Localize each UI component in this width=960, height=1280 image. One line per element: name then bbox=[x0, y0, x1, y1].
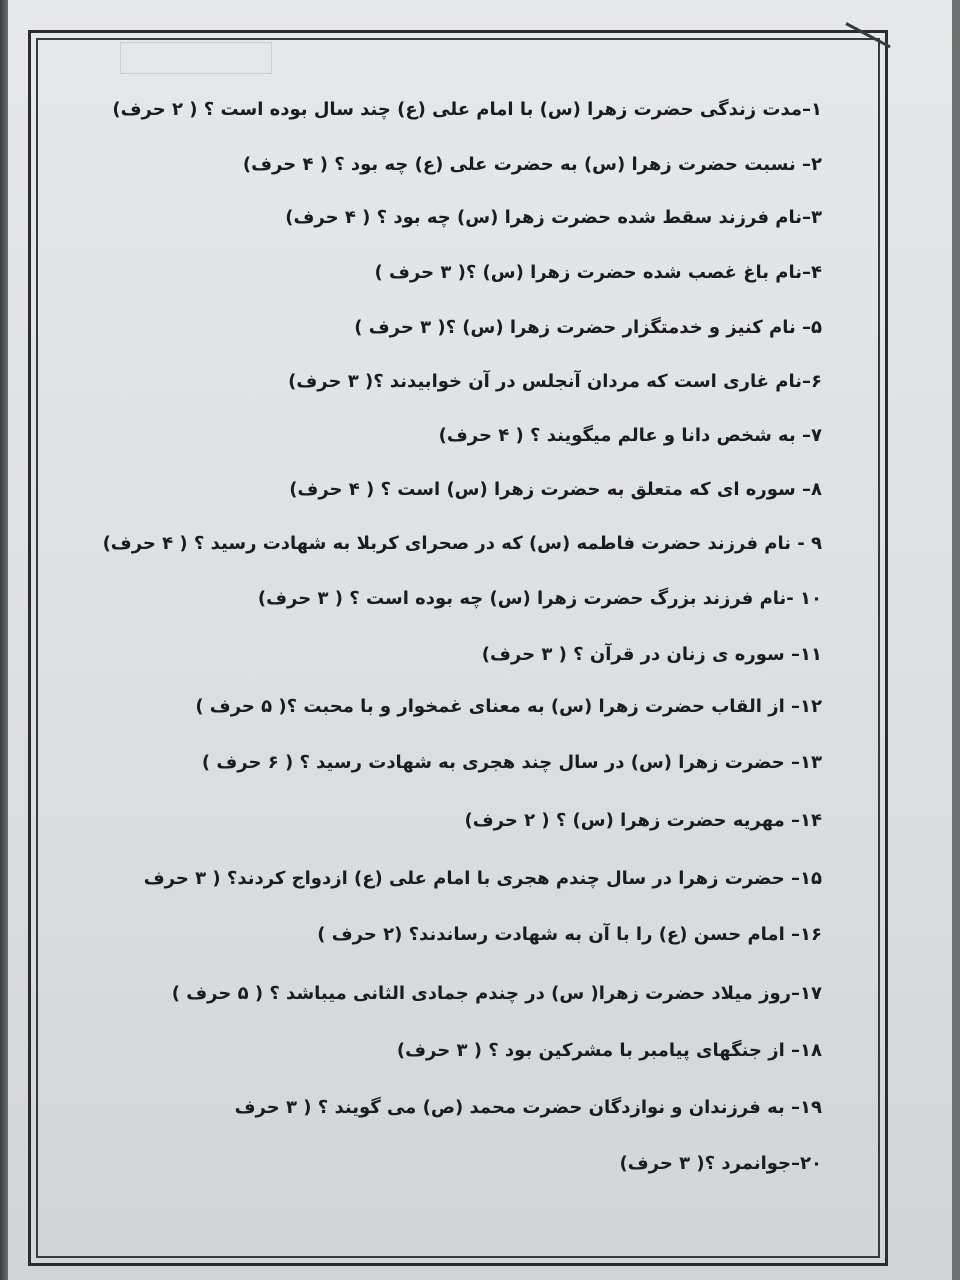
question-15: ۱۵– حضرت زهرا در سال چندم هجری با امام علی (ع) ازدواج کردند؟ ( ۳ حرف bbox=[143, 868, 822, 889]
question-2: ۲– نسبت حضرت زهرا (س) به حضرت علی (ع) چه بود ؟ ( ۴ حرف) bbox=[242, 154, 822, 175]
question-8: ۸– سوره ای که متعلق به حضرت زهرا (س) است ؟ ( ۴ حرف) bbox=[289, 479, 822, 500]
question-13: ۱۳– حضرت زهرا (س) در سال چند هجری به شهادت رسید ؟ ( ۶ حرف ) bbox=[201, 752, 822, 773]
question-4: ۴–نام باغ غصب شده حضرت زهرا (س) ؟( ۳ حرف ) bbox=[374, 262, 822, 283]
question-19: ۱۹– به فرزندان و نوازدگان حضرت محمد (ص) می گویند ؟ ( ۳ حرف bbox=[234, 1097, 822, 1118]
question-11: ۱۱– سوره ی زنان در قرآن ؟ ( ۳ حرف) bbox=[481, 644, 822, 665]
question-16: ۱۶– امام حسن (ع) را با آن به شهادت رساندند؟ (۲ حرف ) bbox=[317, 924, 822, 945]
question-1: ۱–مدت زندگی حضرت زهرا (س) با امام علی (ع) چند سال بوده است ؟ ( ۲ حرف) bbox=[112, 99, 822, 120]
question-20: ۲۰–جوانمرد ؟( ۳ حرف) bbox=[619, 1153, 822, 1174]
question-17: ۱۷–روز میلاد حضرت زهرا( س) در چندم جمادی الثانی میباشد ؟ ( ۵ حرف ) bbox=[171, 983, 822, 1004]
question-9: ۹ - نام فرزند حضرت فاطمه (س) که در صحرای کربلا به شهادت رسید ؟ ( ۴ حرف) bbox=[102, 533, 822, 554]
question-7: ۷– به شخص دانا و عالم میگویند ؟ ( ۴ حرف) bbox=[438, 425, 822, 446]
question-3: ۳–نام فرزند سقط شده حضرت زهرا (س) چه بود ؟ ( ۴ حرف) bbox=[285, 207, 822, 228]
question-12: ۱۲– از القاب حضرت زهرا (س) به معنای غمخوار و با محبت ؟( ۵ حرف ) bbox=[195, 696, 822, 717]
question-14: ۱۴– مهریه حضرت زهرا (س) ؟ ( ۲ حرف) bbox=[464, 810, 822, 831]
question-10: ۱۰ -نام فرزند بزرگ حضرت زهرا (س) چه بوده است ؟ ( ۳ حرف) bbox=[257, 588, 822, 609]
question-5: ۵– نام کنیز و خدمتگزار حضرت زهرا (س) ؟( ۳ حرف ) bbox=[354, 317, 822, 338]
question-18: ۱۸– از جنگهای پیامبر با مشرکین بود ؟ ( ۳ حرف) bbox=[396, 1040, 822, 1061]
question-6: ۶–نام غاری است که مردان آنجلس در آن خوابیدند ؟( ۳ حرف) bbox=[288, 371, 822, 392]
